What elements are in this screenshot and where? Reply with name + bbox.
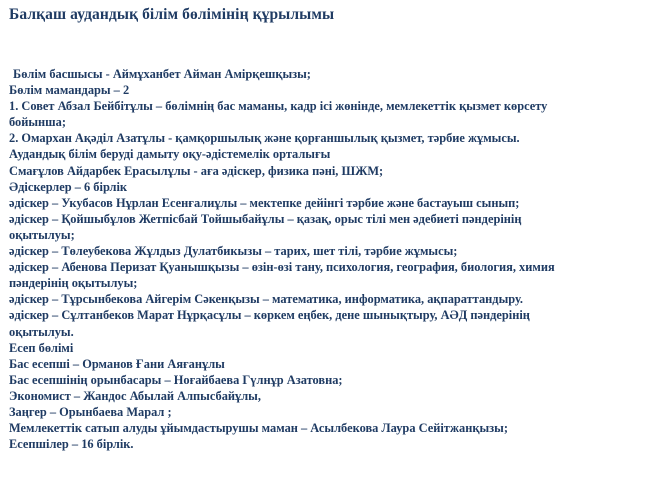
text-line-methodologist-4-cont: пәндерінің оқытылуы; (9, 276, 138, 291)
text-line-methodical-center: Аудандық білім беруді дамыту оқу-әдістемелік орталығы (9, 147, 331, 162)
text-line-deputy-chief-accountant: Бас есепшінің орынбасары – Ноғайбаева Гүлнұр Азатовна; (9, 372, 343, 387)
text-line-methodologist-5: әдіскер – Тұрсынбекова Айгерім Сәкенқызы – математика, информатика, ақпараттандыру. (9, 292, 524, 307)
text-line-economist: Экономист – Жандос Абылай Алпысбайұлы, (9, 388, 261, 403)
text-line-methodologist-2: әдіскер – Қойшыбұлов Жетпісбай Тойшыбайұлы – қазақ, орыс тілі мен әдебиеті пәндерінің (9, 211, 522, 226)
text-line-lawyer: Заңгер – Орынбаева Марал ; (9, 404, 172, 419)
text-line-methodologist-6-cont: оқытылуы. (9, 324, 74, 339)
text-line-specialist-1-cont: бойынша; (9, 115, 66, 130)
structure-text-block (9, 66, 637, 452)
slide-title: Балқаш аудандық білім бөлімінің құрылымы (9, 6, 335, 23)
text-line-methodologist-1: әдіскер – Укубасов Нұрлан Есенғалиұлы – мектепке дейінгі тәрбие және бастауыш сынып; (9, 195, 520, 210)
text-line-procurement-specialist: Мемлекеттік сатып алуды ұйымдастырушы маман – Асылбекова Лаура Сейітжанқызы; (9, 421, 508, 436)
text-line-specialists-count: Бөлім мамандары – 2 (9, 83, 130, 98)
text-line-methodologist-3: әдіскер – Төлеубекова Жұлдыз Дулатбикызы – тарих, шет тілі, тәрбие жұмысы; (9, 244, 458, 259)
text-line-chief-accountant: Бас есепші – Орманов Ғани Аяғанұлы (9, 356, 225, 371)
text-line-methodologist-4: әдіскер – Абенова Перизат Қуанышқызы – өзін-өзі тану, психология, география, биология, химия (9, 260, 555, 275)
text-line-methodologist-6: әдіскер – Сұлтанбеков Марат Нұрқасұлы – көркем еңбек, дене шынықтыру, АӘД пәндерінің (9, 308, 530, 323)
text-line-specialist-2: 2. Омархан Ақәділ Азатұлы - қамқоршылық және қорғаншылық қызмет, тәрбие жұмысы. (9, 131, 520, 146)
text-line-department-head: Бөлім басшысы - Аймұханбет Айман Амірқешқызы; (13, 67, 311, 81)
text-line-methodologists-count: Әдіскерлер – 6 бірлік (9, 179, 128, 194)
text-line-senior-methodologist: Смағұлов Айдарбек Ерасылұлы - аға әдіскер, физика пәні, ШЖМ; (9, 163, 384, 178)
text-line-accountants-count: Есепшілер – 16 бірлік. (9, 437, 134, 452)
text-line-methodologist-2-cont: оқытылуы; (9, 227, 75, 242)
text-line-accounting-department: Есеп бөлімі (9, 340, 74, 355)
text-line-specialist-1: 1. Совет Абзал Бейбітұлы – бөлімнің бас маманы, кадр ісі жөнінде, мемлекеттік қызмет көрсету (9, 99, 548, 114)
